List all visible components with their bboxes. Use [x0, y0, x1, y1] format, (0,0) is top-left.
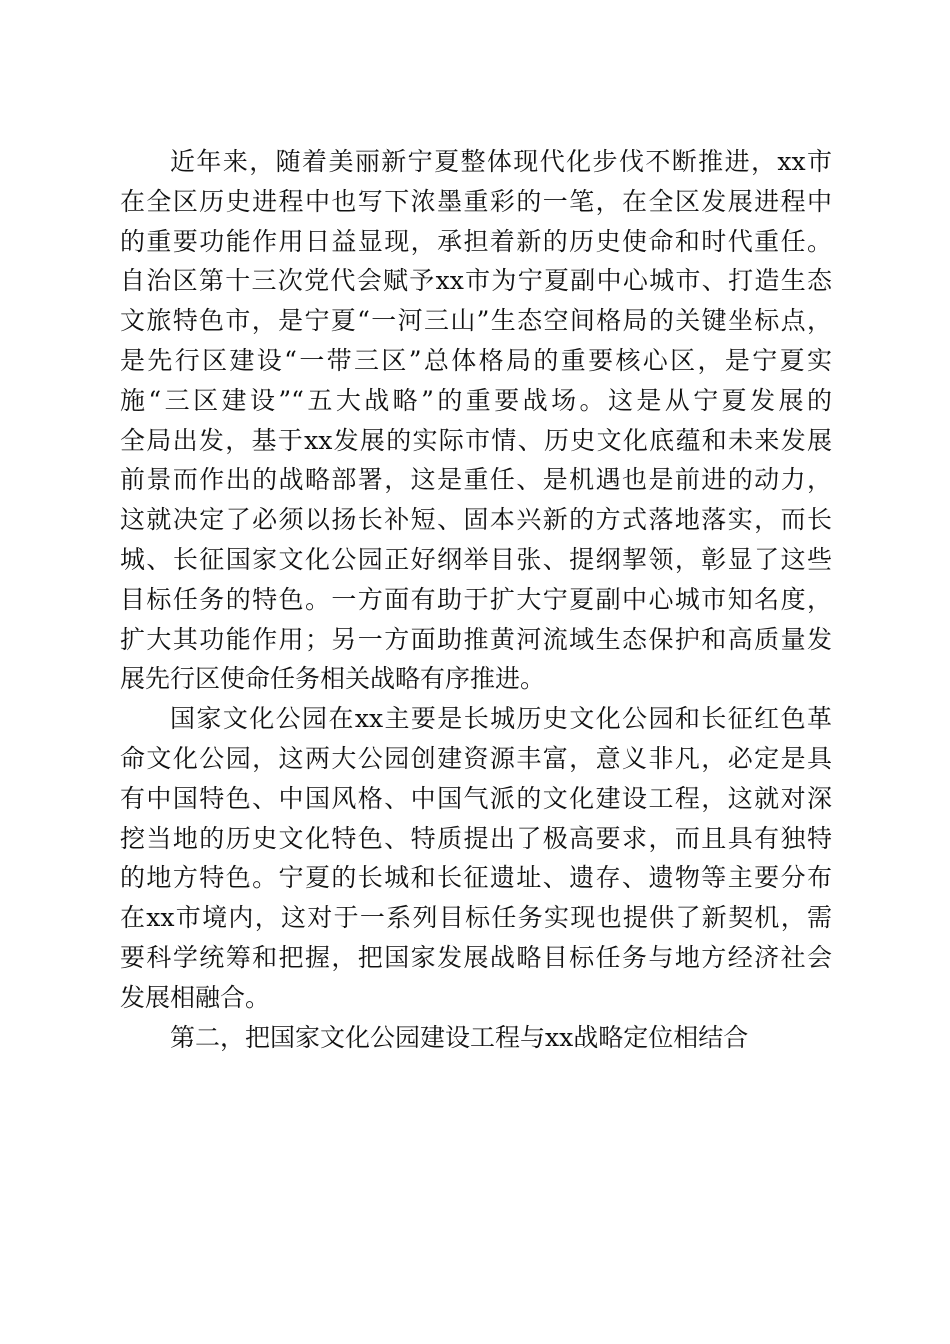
- text-line: 文旅特色市，是宁夏“一河三山”生态空间格局的关键坐标点，: [120, 306, 832, 336]
- text-line: 挖当地的历史文化特色、特质提出了极高要求，而且具有独特: [120, 823, 832, 853]
- text-line: 城、长征国家文化公园正好纲举目张、提纲挈领，彰显了这些: [120, 544, 832, 574]
- text-line: 的地方特色。宁夏的长城和长征遗址、遗存、遗物等主要分布: [120, 863, 832, 893]
- text-line: 国家文化公园在xx主要是长城历史文化公园和长征红色革: [170, 704, 832, 734]
- text-line: 近年来，随着美丽新宁夏整体现代化步伐不断推进，xx市: [170, 147, 832, 176]
- text-line: 发展相融合。: [120, 982, 271, 1012]
- text-line: 命文化公园，这两大公园创建资源丰富，意义非凡，必定是具: [120, 743, 832, 773]
- text-line: 展先行区使命任务相关战略有序推进。: [120, 664, 546, 694]
- section-heading: [120, 1018, 832, 1058]
- text-line: 这就决定了必须以扬长补短、固本兴新的方式落地落实，而长: [120, 505, 832, 535]
- text-line: 全局出发，基于xx发展的实际市情、历史文化底蕴和未来发展: [120, 425, 832, 455]
- heading-line: 第二，把国家文化公园建设工程与xx战略定位相结合: [170, 1022, 749, 1052]
- text-line: 要科学统筹和把握，把国家发展战略目标任务与地方经济社会: [120, 942, 832, 972]
- text-line: 目标任务的特色。一方面有助于扩大宁夏副中心城市知名度，: [120, 584, 832, 614]
- text-line: 有中国特色、中国风格、中国气派的文化建设工程，这就对深: [120, 783, 832, 813]
- text-line: 在xx市境内，这对于一系列目标任务实现也提供了新契机，需: [120, 903, 832, 933]
- paragraph-1: [120, 142, 832, 699]
- text-line: 是先行区建设“一带三区”总体格局的重要核心区，是宁夏实: [120, 345, 832, 375]
- text-line: 的重要功能作用日益显现，承担着新的历史使命和时代重任。: [120, 226, 832, 256]
- text-line: 在全区历史进程中也写下浓墨重彩的一笔，在全区发展进程中: [120, 186, 832, 216]
- document-body: [120, 142, 832, 1057]
- text-line: 前景而作出的战略部署，这是重任、是机遇也是前进的动力，: [120, 465, 832, 495]
- text-line: 施“三区建设”“五大战略”的重要战场。这是从宁夏发展的: [120, 385, 832, 415]
- text-line: 自治区第十三次党代会赋予xx市为宁夏副中心城市、打造生态: [120, 266, 832, 296]
- text-line: 扩大其功能作用；另一方面助推黄河流域生态保护和高质量发: [120, 624, 832, 654]
- paragraph-2: [120, 699, 832, 1017]
